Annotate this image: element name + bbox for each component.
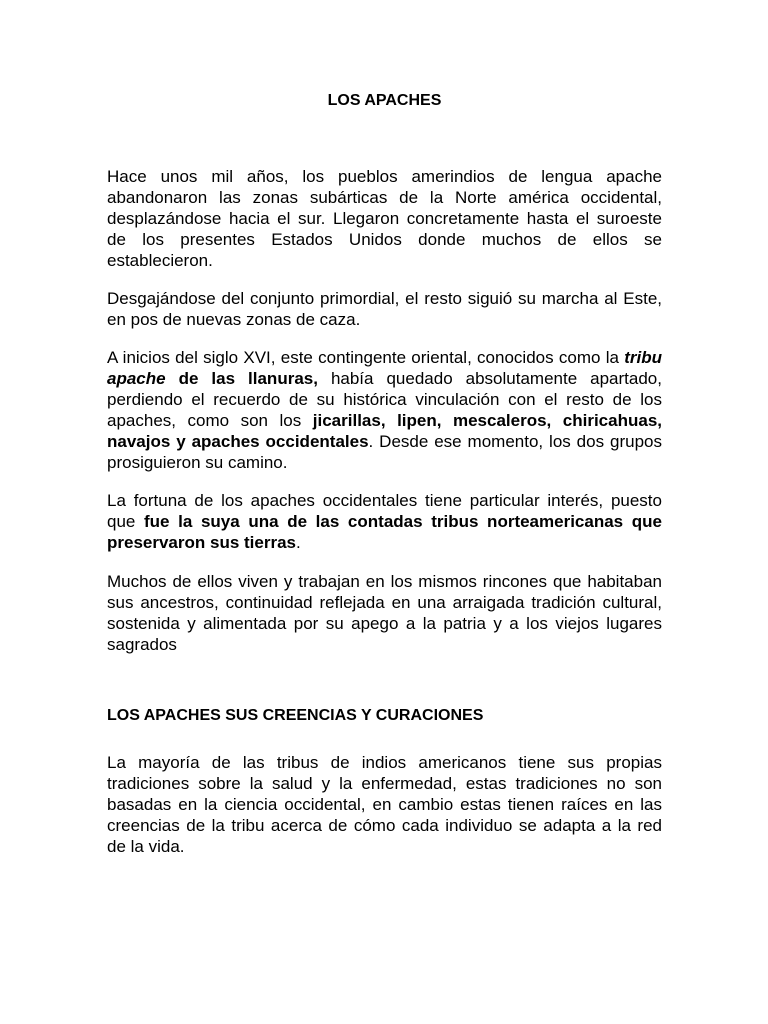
paragraph-plains-tribe bbox=[107, 347, 662, 473]
text-run: La fortuna de los apaches occidentales tiene particular interés, puesto que bbox=[107, 491, 662, 531]
bold-italic-term: tribu apache bbox=[107, 348, 662, 388]
paragraph-health-traditions: La mayoría de las tribus de indios americanos tiene sus propias tradiciones sobre la salud y la enfermedad, estas tradiciones no son basadas en la ciencia occidental, en cambio estas tienen raíces en las creencias de la tribu acerca de cómo cada individuo se adapta a la red de la vida. bbox=[107, 753, 662, 856]
paragraph-ancestral-lands: Muchos de ellos viven y trabajan en los mismos rincones que habitaban sus ancestros, continuidad reflejada en una arraigada tradición cultural, sostenida y alimentada por su apego a la patria y a los viejos lugares sagrados bbox=[107, 572, 662, 654]
paragraph-western-apaches bbox=[107, 490, 662, 553]
bold-phrase: de las llanuras, bbox=[165, 369, 318, 388]
text-run: A inicios del siglo XVI, este contingente oriental, conocidos como la bbox=[107, 348, 625, 367]
bold-statement: fue la suya una de las contadas tribus norteamericanas que preservaron sus tierras bbox=[107, 512, 662, 552]
bold-tribe-list: jicarillas, lipen, mescaleros, chiricahuas, navajos y apaches occidentales bbox=[107, 411, 662, 451]
paragraph-migration: Hace unos mil años, los pueblos amerindios de lengua apache abandonaron las zonas subárticas de la Norte américa occidental, desplazándose hacia el sur. Llegaron concretamente hasta el suroeste de los presentes Estados Unidos donde muchos de ellos se establecieron. bbox=[107, 167, 662, 270]
text-run: . bbox=[296, 533, 301, 552]
section-heading: LOS APACHES SUS CREENCIAS Y CURACIONES bbox=[107, 707, 484, 724]
text-run: . Desde ese momento, los dos grupos prosiguieron su camino. bbox=[107, 432, 662, 472]
document-title: LOS APACHES bbox=[327, 92, 442, 109]
paragraph-east-march: Desgajándose del conjunto primordial, el resto siguió su marcha al Este, en pos de nuevas zonas de caza. bbox=[107, 289, 662, 329]
text-run: había quedado absolutamente apartado, perdiendo el recuerdo de su histórica vinculación con el resto de los apaches, como son los bbox=[107, 369, 662, 430]
